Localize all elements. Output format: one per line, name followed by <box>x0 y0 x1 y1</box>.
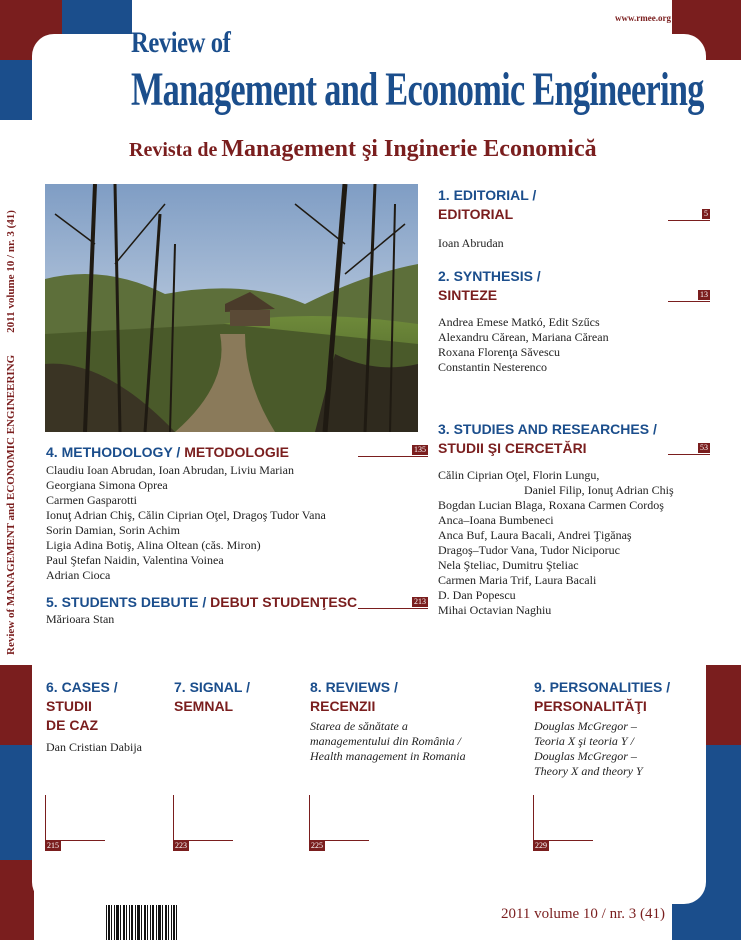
editorial-sep: / <box>528 187 537 203</box>
signal-page-line <box>173 795 174 840</box>
corner-block-right-navy <box>706 745 741 860</box>
reviews-page-leader <box>309 840 369 850</box>
section-students <box>46 593 357 612</box>
personalities-sep: / <box>662 679 671 695</box>
author-line: Andrea Emese Matkó, Edit Szűcs <box>438 315 600 329</box>
editorial-authors <box>438 236 504 251</box>
author-line: Alexandru Cărean, Mariana Cărean <box>438 330 609 344</box>
author-line: Ionuţ Adrian Chiş, Călin Ciprian Oţel, Dragoş Tudor Vana <box>46 508 326 522</box>
studies-page-leader <box>668 444 710 455</box>
studies-sep: / <box>649 421 657 437</box>
students-page: 213 <box>414 597 426 606</box>
author-line: Anca–Ioana Bumbeneci <box>438 513 554 527</box>
title-line1: Review of <box>131 26 231 59</box>
corner-block-left-navy <box>0 745 34 860</box>
students-authors <box>46 612 114 627</box>
personalities-page: 229 <box>535 841 547 850</box>
author-line: Constantin Nesterenco <box>438 360 547 374</box>
author-line: Dragoş–Tudor Vana, Tudor Niciporuc <box>438 543 621 557</box>
signal-ro: SEMNAL <box>174 698 234 714</box>
studies-en: 3. STUDIES AND RESEARCHES <box>438 421 650 437</box>
reviews-page-line <box>309 795 310 840</box>
synthesis-ro: SINTEZE <box>438 287 498 303</box>
students-page-leader <box>358 598 428 609</box>
title-line2: Management and Economic Engineering <box>131 63 704 116</box>
editorial-en: 1. EDITORIAL <box>438 187 529 203</box>
section-reviews <box>310 678 398 716</box>
signal-page: 223 <box>175 841 187 850</box>
personalities-en: 9. PERSONALITIES <box>534 679 663 695</box>
author-line: Mărioara Stan <box>46 612 115 626</box>
cases-sep: / <box>109 679 118 695</box>
spine-text <box>5 185 17 655</box>
author-line: Daniel Filip, Ionuţ Adrian Chiş <box>524 483 674 497</box>
author-line: D. Dan Popescu <box>438 588 516 602</box>
section-cases <box>46 678 118 735</box>
signal-page-leader <box>173 840 233 850</box>
author-line: Mihai Octavian Naghiu <box>438 603 552 617</box>
review-line: Health management in Romania <box>310 749 466 763</box>
signal-en: 7. SIGNAL <box>174 679 243 695</box>
author-line: Bogdan Lucian Blaga, Roxana Carmen Cordoş <box>438 498 664 512</box>
synthesis-page: 13 <box>700 290 708 299</box>
methodology-sep: / <box>172 444 185 460</box>
review-line: managementului din România / <box>310 734 461 748</box>
author-line: Ioan Abrudan <box>438 236 504 250</box>
methodology-en: 4. METHODOLOGY <box>46 444 173 460</box>
editorial-page-leader <box>668 210 710 221</box>
spine-journal: Review of MANAGEMENT and ECONOMIC ENGINEERING <box>5 354 17 655</box>
reviews-en: 8. REVIEWS <box>310 679 391 695</box>
corner-block-right-red <box>706 665 741 745</box>
subtitle-main: Management şi Inginerie Economică <box>221 136 597 162</box>
cases-en: 6. CASES <box>46 679 110 695</box>
author-line: Ligia Adina Botiş, Alina Oltean (căs. Miron) <box>46 538 261 552</box>
editorial-ro: EDITORIAL <box>438 206 514 222</box>
methodology-page: 135 <box>414 445 426 454</box>
synthesis-authors <box>438 315 609 375</box>
spine-issue: 2011 volume 10 / nr. 3 (41) <box>5 210 17 333</box>
author-line: Adrian Cioca <box>46 568 111 582</box>
website-url: www.rmee.org <box>615 13 671 23</box>
footer-issue: 2011 volume 10 / nr. 3 (41) <box>500 906 665 922</box>
author-line: Nela Şteliac, Dumitru Şteliac <box>438 558 579 572</box>
author-line: Roxana Florenţa Săvescu <box>438 345 560 359</box>
personality-line: Douglas McGregor – <box>534 719 637 733</box>
author-line: Călin Ciprian Oţel, Florin Lungu, <box>438 468 600 482</box>
cases-page-line <box>45 795 46 840</box>
students-sep: / <box>198 594 211 610</box>
section-studies <box>438 420 657 458</box>
methodology-page-leader <box>358 446 428 457</box>
author-line: Sorin Damian, Sorin Achim <box>46 523 180 537</box>
personality-line: Teoria X şi teoria Y / <box>534 734 634 748</box>
author-line: Anca Buf, Laura Bacali, Andrei Ţigănaş <box>438 528 632 542</box>
synthesis-page-leader <box>668 291 710 302</box>
methodology-ro: METODOLOGIE <box>184 444 289 460</box>
personalities-page-line <box>533 795 534 840</box>
cases-authors <box>46 740 142 755</box>
section-synthesis <box>438 267 541 305</box>
students-ro: DEBUT STUDENŢESC <box>210 594 358 610</box>
cases-ro2: DE CAZ <box>46 717 99 733</box>
personality-line: Theory X and theory Y <box>534 764 643 778</box>
cases-page-leader <box>45 840 105 850</box>
studies-ro: STUDII ŞI CERCETĂRI <box>438 440 587 456</box>
methodology-authors <box>46 463 326 583</box>
students-en: 5. STUDENTS DEBUTE <box>46 594 199 610</box>
signal-sep: / <box>242 679 250 695</box>
subtitle-prefix: Revista de <box>129 139 218 161</box>
reviews-sep: / <box>390 679 398 695</box>
author-line: Carmen Gasparotti <box>46 493 137 507</box>
synthesis-en: 2. SYNTHESIS <box>438 268 533 284</box>
corner-block-left-red <box>0 665 34 745</box>
barcode-icon <box>106 905 178 940</box>
personalities-ro: PERSONALITĂŢI <box>534 698 647 714</box>
personality-line: Douglas McGregor – <box>534 749 637 763</box>
section-personalities <box>534 678 670 716</box>
section-editorial <box>438 186 536 224</box>
reviews-text <box>310 719 466 764</box>
author-line: Paul Ştefan Naidin, Valentina Voinea <box>46 553 224 567</box>
author-line: Carmen Maria Trif, Laura Bacali <box>438 573 597 587</box>
section-methodology <box>46 443 289 462</box>
cases-ro1: STUDII <box>46 698 92 714</box>
studies-page: 53 <box>700 443 708 452</box>
author-line: Claudiu Ioan Abrudan, Ioan Abrudan, Liviu Marian <box>46 463 294 477</box>
reviews-ro: RECENZII <box>310 698 376 714</box>
reviews-page: 225 <box>311 841 323 850</box>
synthesis-sep: / <box>532 268 541 284</box>
author-line: Georgiana Simona Oprea <box>46 478 168 492</box>
cover-photo <box>45 184 418 432</box>
author-line: Dan Cristian Dabija <box>46 740 142 754</box>
personalities-text <box>534 719 643 779</box>
review-line: Starea de sănătate a <box>310 719 408 733</box>
studies-authors <box>438 468 674 618</box>
editorial-page: 5 <box>704 209 708 218</box>
section-signal <box>174 678 250 716</box>
cases-page: 215 <box>47 841 59 850</box>
corner-block-bl-red <box>0 860 34 940</box>
subtitle <box>129 136 597 163</box>
personalities-page-leader <box>533 840 593 850</box>
